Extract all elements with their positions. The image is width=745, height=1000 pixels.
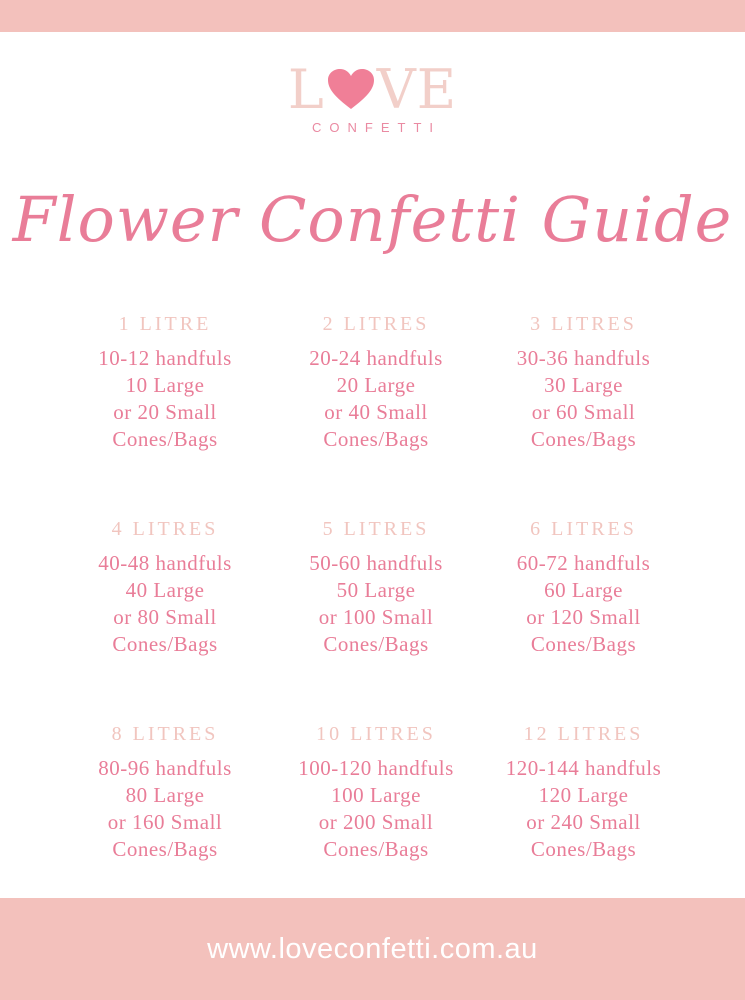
guide-unit: Cones/Bags <box>323 427 429 451</box>
guide-large: 80 Large <box>125 783 205 807</box>
guide-large: 40 Large <box>125 578 205 602</box>
guide-size: 5 LITRES <box>322 518 430 540</box>
guide-size: 12 LITRES <box>523 723 644 745</box>
guide-unit: Cones/Bags <box>530 427 637 451</box>
guide-size: 1 LITRE <box>118 313 212 335</box>
logo-letters-ve: VE <box>376 58 458 121</box>
guide-cell <box>472 722 695 922</box>
guide-cell <box>472 517 695 722</box>
page-title: Flower Confetti Guide <box>12 183 733 256</box>
guide-large: 10 Large <box>125 373 205 397</box>
guide-handfuls: 80-96 handfuls <box>98 756 232 780</box>
guide-cell <box>280 722 472 922</box>
guide-small: or 120 Small <box>526 605 641 629</box>
guide-handfuls: 30-36 handfuls <box>516 346 651 370</box>
logo-subtitle: CONFETTI <box>312 120 441 135</box>
guide-small: or 160 Small <box>107 810 223 834</box>
guide-handfuls: 60-72 handfuls <box>516 551 651 575</box>
guide-handfuls: 40-48 handfuls <box>98 551 232 575</box>
confetti-guide-grid <box>50 312 695 922</box>
guide-small: or 60 Small <box>531 400 636 424</box>
guide-handfuls: 20-24 handfuls <box>309 346 443 370</box>
guide-large: 120 Large <box>538 783 629 807</box>
guide-size: 10 LITRES <box>316 723 436 745</box>
top-band <box>0 0 745 32</box>
guide-cell <box>50 312 280 517</box>
logo-wordmark <box>287 58 458 121</box>
guide-unit: Cones/Bags <box>112 837 218 861</box>
guide-handfuls: 10-12 handfuls <box>98 346 232 370</box>
guide-cell <box>50 517 280 722</box>
guide-size: 3 LITRES <box>530 313 637 335</box>
guide-cell <box>280 312 472 517</box>
logo <box>0 58 745 135</box>
guide-handfuls: 50-60 handfuls <box>309 551 443 575</box>
guide-cell <box>50 722 280 922</box>
guide-large: 100 Large <box>331 783 421 807</box>
guide-size: 6 LITRES <box>530 518 637 540</box>
guide-size: 2 LITRES <box>322 313 430 335</box>
guide-large: 50 Large <box>336 578 416 602</box>
guide-handfuls: 100-120 handfuls <box>298 756 454 780</box>
guide-large: 60 Large <box>544 578 623 602</box>
guide-size: 8 LITRES <box>111 723 219 745</box>
guide-small: or 100 Small <box>318 605 434 629</box>
footer-band <box>0 898 745 1000</box>
guide-small: or 40 Small <box>324 400 428 424</box>
guide-small: or 240 Small <box>526 810 641 834</box>
guide-handfuls: 120-144 handfuls <box>505 756 662 780</box>
guide-unit: Cones/Bags <box>112 427 218 451</box>
guide-cell <box>280 517 472 722</box>
guide-small: or 20 Small <box>113 400 217 424</box>
guide-unit: Cones/Bags <box>323 837 429 861</box>
guide-unit: Cones/Bags <box>530 632 637 656</box>
guide-cell <box>472 312 695 517</box>
guide-unit: Cones/Bags <box>112 632 218 656</box>
guide-size: 4 LITRES <box>111 518 219 540</box>
logo-letter-l: L <box>287 58 325 121</box>
guide-small: or 80 Small <box>113 605 217 629</box>
guide-small: or 200 Small <box>318 810 434 834</box>
guide-large: 20 Large <box>336 373 416 397</box>
guide-large: 30 Large <box>544 373 623 397</box>
guide-unit: Cones/Bags <box>530 837 637 861</box>
heart-icon <box>327 69 375 111</box>
website-link[interactable]: www.loveconfetti.com.au <box>207 932 538 965</box>
guide-unit: Cones/Bags <box>323 632 429 656</box>
